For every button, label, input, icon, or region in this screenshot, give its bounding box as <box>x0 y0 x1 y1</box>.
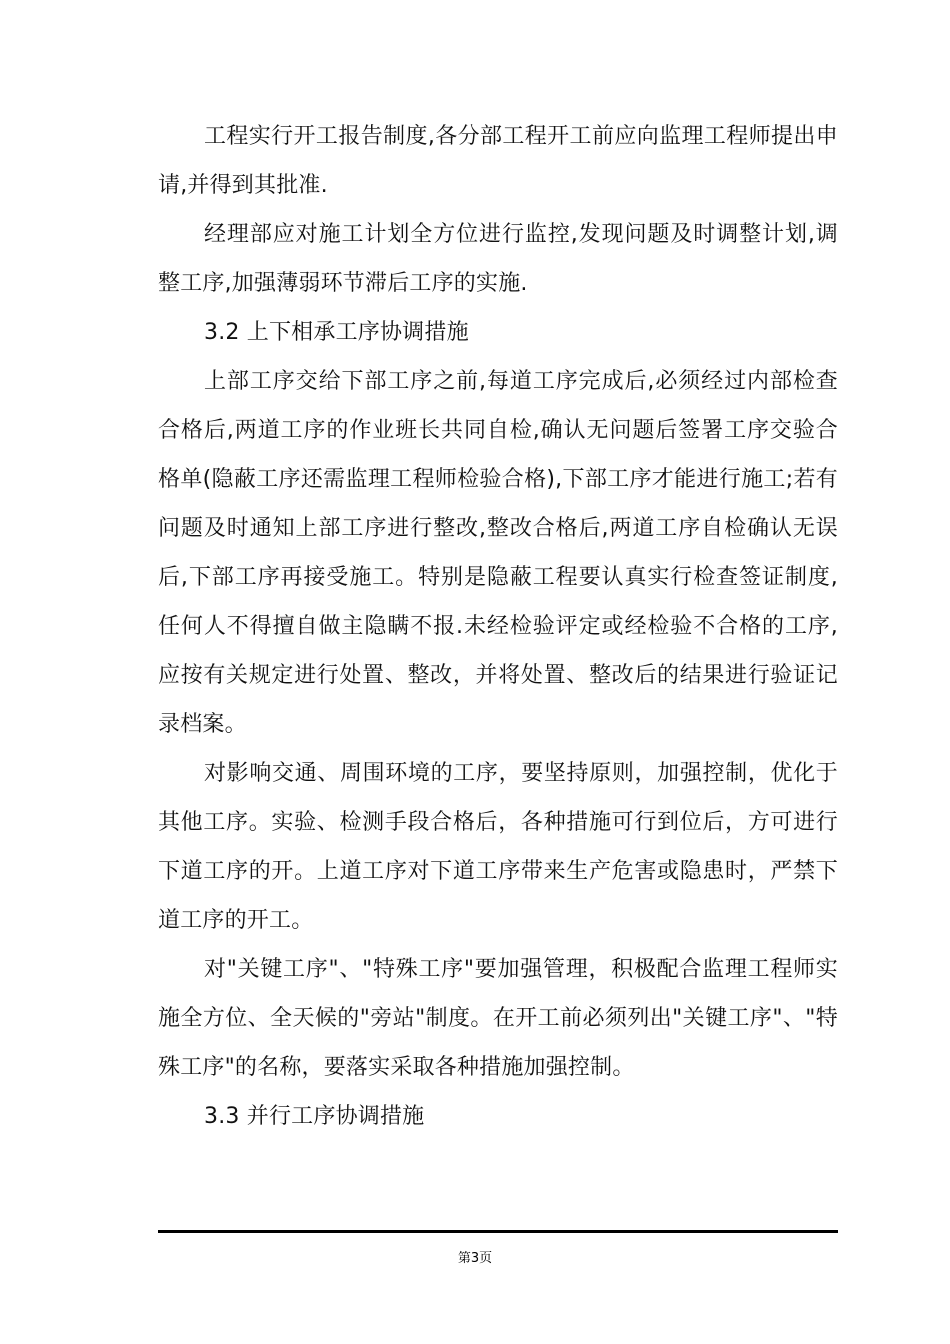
paragraph-monitoring: 经理部应对施工计划全方位进行监控,发现问题及时调整计划,调整工序,加强薄弱环节滞后工序的实施. <box>158 222 838 296</box>
body-text <box>158 112 838 1141</box>
paragraph-key-process: 对"关键工序"、"特殊工序"要加强管理，积极配合监理工程师实施全方位、全天候的"旁站"制度。在开工前必须列出"关键工序"、"特殊工序"的名称，要落实采取各种措施加强控制。 <box>158 957 838 1080</box>
paragraph-traffic-impact: 对影响交通、周围环境的工序，要坚持原则，加强控制，优化于其他工序。实验、检测手段合格后，各种措施可行到位后，方可进行下道工序的开。上道工序对下道工序带来生产危害或隐患时，严禁下道工序的开工。 <box>158 761 838 933</box>
paragraph-start-report: 工程实行开工报告制度,各分部工程开工前应向监理工程师提出申请,并得到其批准. <box>158 124 838 198</box>
page-number: 第3页 <box>457 1251 493 1266</box>
footer-divider <box>158 1230 838 1233</box>
section-heading-3-2: 3.2 上下相承工序协调措施 <box>204 320 469 345</box>
section-heading-3-3: 3.3 并行工序协调措施 <box>204 1104 425 1129</box>
paragraph-handover: 上部工序交给下部工序之前,每道工序完成后,必须经过内部检查合格后,两道工序的作业班长共同自检,确认无问题后签署工序交验合格单(隐蔽工序还需监理工程师检验合格),下部工序才能进行施工;若有问题及时通知上部工序进行整改,整改合格后,两道工序自检确认无误后,下部工序再接受施工。特别是隐蔽工程要认真实行检查签证制度,任何人不得擅自做主隐瞒不报.未经检验评定或经检验不合格的工序,应按有关规定进行处置、整改，并将处置、整改后的结果进行验证记录档案。 <box>158 369 838 737</box>
